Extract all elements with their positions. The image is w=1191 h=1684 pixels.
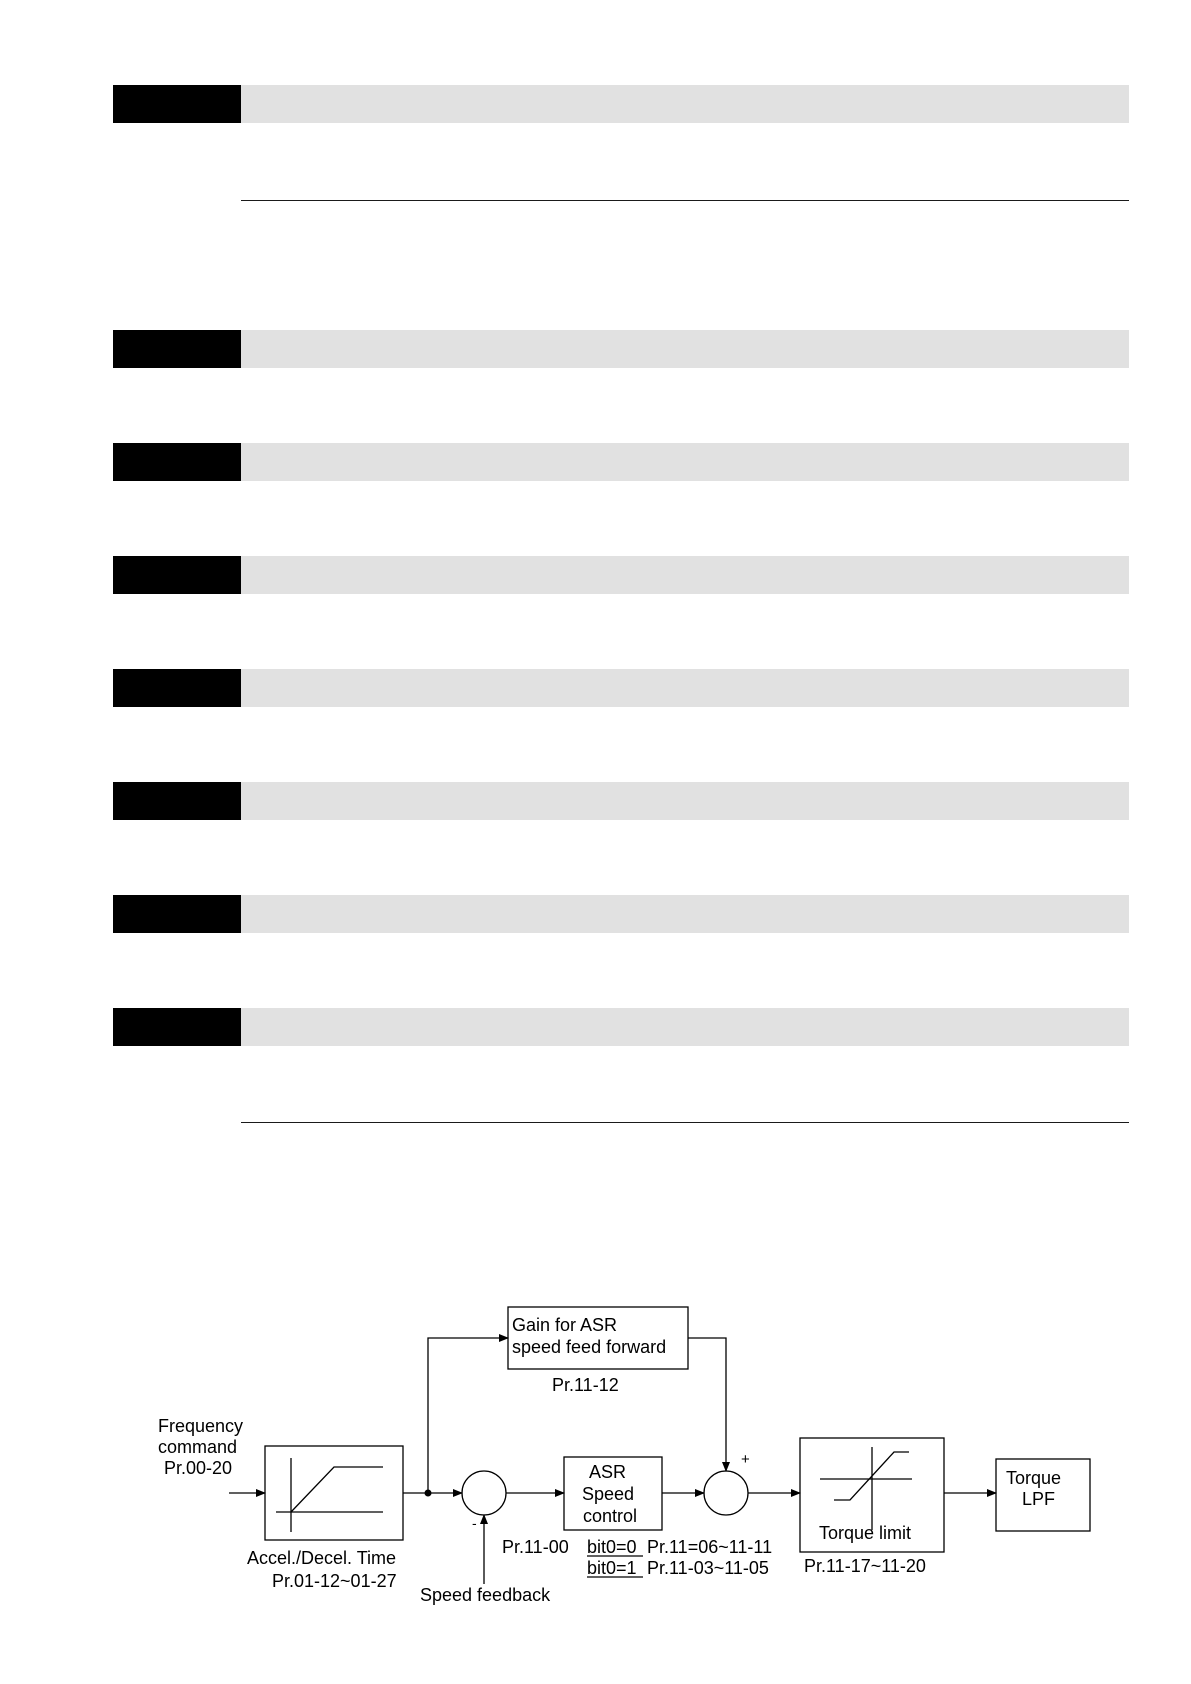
param-id-block — [113, 556, 241, 594]
param-id-block — [113, 669, 241, 707]
asr-line3: control — [583, 1506, 638, 1526]
param-header-8 — [113, 1008, 1129, 1046]
asr-bit0-0: bit0=0 — [587, 1537, 637, 1557]
torque-limit-label: Torque limit — [819, 1523, 912, 1543]
speed-feedback-label: Speed feedback — [420, 1585, 551, 1605]
ff-output-line — [688, 1338, 726, 1471]
divider-line — [241, 1122, 1129, 1123]
freq-line2: command — [158, 1437, 238, 1457]
ff-branch-line — [428, 1338, 508, 1493]
torque-limit-param: Pr.11-17~11-20 — [804, 1556, 926, 1576]
asr-line1: ASR — [589, 1462, 627, 1482]
summing-junction-1 — [462, 1471, 506, 1515]
param-title-bar — [241, 85, 1129, 123]
ff-box-line1: Gain for ASR — [512, 1315, 618, 1335]
param-id-block — [113, 1008, 241, 1046]
param-header-1 — [113, 85, 1129, 123]
param-header-2 — [113, 330, 1129, 368]
param-id-block — [113, 85, 241, 123]
param-title-bar — [241, 669, 1129, 707]
param-title-bar — [241, 1008, 1129, 1046]
param-header-4 — [113, 556, 1129, 594]
freq-line3: Pr.00-20 — [164, 1458, 233, 1478]
ff-param: Pr.11-12 — [552, 1375, 619, 1395]
speed-control-block-diagram — [0, 1240, 1191, 1620]
summing-junction-2 — [704, 1471, 748, 1515]
asr-bit0-1-params: Pr.11-03~11-05 — [647, 1558, 769, 1578]
asr-bit0-1: bit0=1 — [587, 1558, 637, 1578]
ff-box-line2: speed feed forward — [512, 1337, 667, 1357]
param-title-bar — [241, 330, 1129, 368]
param-header-7 — [113, 895, 1129, 933]
param-header-6 — [113, 782, 1129, 820]
param-title-bar — [241, 443, 1129, 481]
freq-line1: Frequency — [158, 1416, 244, 1436]
asr-param-prefix: Pr.11-00 — [502, 1537, 569, 1557]
lpf-line2: LPF — [1022, 1489, 1056, 1509]
asr-line2: Speed — [582, 1484, 635, 1504]
minus-sign: - — [472, 1515, 477, 1531]
accel-label: Accel./Decel. Time — [247, 1548, 397, 1568]
plus-sign: + — [741, 1451, 750, 1468]
accel-decel-box — [265, 1446, 403, 1540]
param-header-3 — [113, 443, 1129, 481]
divider-line — [241, 200, 1129, 201]
lpf-line1: Torque — [1006, 1468, 1062, 1488]
branch-node — [425, 1490, 432, 1497]
param-header-5 — [113, 669, 1129, 707]
accel-param: Pr.01-12~01-27 — [272, 1571, 397, 1591]
ramp-curve — [291, 1467, 383, 1512]
param-title-bar — [241, 895, 1129, 933]
param-id-block — [113, 895, 241, 933]
param-id-block — [113, 782, 241, 820]
param-title-bar — [241, 782, 1129, 820]
asr-bit0-0-params: Pr.11=06~11-11 — [647, 1537, 773, 1557]
param-id-block — [113, 443, 241, 481]
param-id-block — [113, 330, 241, 368]
param-title-bar — [241, 556, 1129, 594]
